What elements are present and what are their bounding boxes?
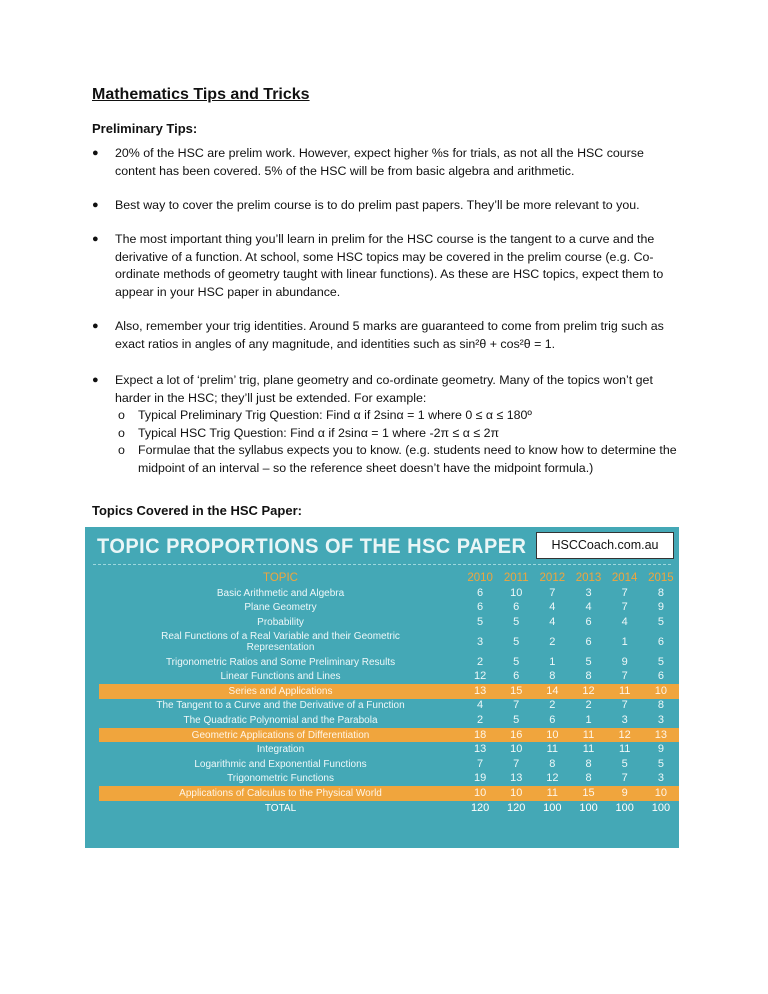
value-cell: 4 <box>585 601 592 614</box>
value-cell: 12 <box>546 772 559 785</box>
column-header-year: 2013 <box>575 571 602 584</box>
value-cell: 13 <box>510 772 523 785</box>
bullet-text: Best way to cover the prelim course is to do prelim past papers. They’ll be more relevant to you. <box>115 198 640 212</box>
value-cell: 6 <box>585 635 592 648</box>
table-row <box>99 669 679 684</box>
brand-label: HSCCoach.com.au <box>536 532 674 559</box>
value-cell: 19 <box>473 772 487 785</box>
table-row <box>99 684 679 699</box>
value-cell: 11 <box>570 728 606 743</box>
sub-bullet-text: Typical Preliminary Trig Question: Find α if 2sinα = 1 where 0 ≤ α ≤ 180º <box>138 408 532 422</box>
sub-bullet-text: Typical HSC Trig Question: Find α if 2sinα = 1 where -2π ≤ α ≤ 2π <box>138 425 500 440</box>
bullet-dot-icon: ● <box>92 233 99 245</box>
topic-cell: Applications of Calculus to the Physical World <box>99 786 462 801</box>
bullet-item <box>92 231 682 301</box>
value-cell: 4 <box>477 699 484 712</box>
table-row <box>99 786 679 801</box>
value-cell: 2 <box>549 635 556 648</box>
bullet-dot-icon: ● <box>92 147 99 159</box>
value-cell: 7 <box>621 772 628 785</box>
value-cell: 5 <box>621 757 628 770</box>
infographic-title: TOPIC PROPORTIONS OF THE HSC PAPER <box>97 534 527 558</box>
table-body <box>99 586 679 815</box>
value-cell: 1 <box>549 655 556 668</box>
topic-cell: Probability <box>257 616 304 628</box>
value-cell: 5 <box>657 615 664 628</box>
topic-cell: Integration <box>256 744 305 756</box>
value-cell: 3 <box>657 772 664 785</box>
column-header-topic: TOPIC <box>263 571 298 584</box>
topic-cell: Logarithmic and Exponential Functions <box>194 758 367 770</box>
value-cell: 6 <box>513 601 520 614</box>
table-row <box>99 801 679 816</box>
value-cell: 12 <box>570 684 606 699</box>
value-cell: 2 <box>477 655 484 668</box>
value-cell: 15 <box>570 786 606 801</box>
value-cell: 7 <box>621 601 628 614</box>
sub-bullet-text: Formulae that the syllabus expects you to know. (e.g. students need to know how to determine the midpoint of an interval – so the reference sheet doesn’t have the midpoint formula.) <box>138 443 677 475</box>
value-cell: 6 <box>477 586 484 599</box>
value-cell: 4 <box>549 601 556 614</box>
column-header-year: 2014 <box>611 571 638 584</box>
value-cell: 2 <box>549 699 556 712</box>
bullet-item <box>92 372 682 477</box>
table-row <box>99 713 679 728</box>
value-cell: 5 <box>585 655 592 668</box>
table-row <box>99 615 679 630</box>
table-row <box>99 699 679 714</box>
bullet-text: 20% of the HSC are prelim work. However, expect higher %s for trials, as not all the HSC course content has been covered. 5% of the HSC will be from basic algebra and arithmetic. <box>115 146 644 178</box>
bullet-item <box>92 145 682 180</box>
table-row <box>99 772 679 787</box>
value-cell: 18 <box>462 728 498 743</box>
topic-cell: Series and Applications <box>99 684 462 699</box>
bullet-item <box>92 197 682 215</box>
bullet-dot-icon: ● <box>92 199 99 211</box>
topic-cell: The Tangent to a Curve and the Derivative of a Function <box>156 700 405 712</box>
value-cell: 10 <box>643 684 679 699</box>
column-header-year: 2015 <box>648 571 674 584</box>
value-cell: 8 <box>585 670 592 683</box>
value-cell: 8 <box>549 757 556 770</box>
value-cell: 8 <box>549 670 556 683</box>
column-header-year: 2012 <box>539 571 566 584</box>
table-row <box>99 728 679 743</box>
value-cell: 2 <box>585 699 592 712</box>
value-cell: 100 <box>651 801 671 814</box>
value-cell: 8 <box>657 586 664 599</box>
table-row <box>99 757 679 772</box>
topic-cell: Linear Functions and Lines <box>220 671 341 683</box>
value-cell: 3 <box>477 635 484 648</box>
sub-bullet-item <box>118 442 682 477</box>
topic-cell: Trigonometric Functions <box>227 773 334 785</box>
topic-cell: TOTAL <box>264 802 297 814</box>
value-cell: 7 <box>513 757 520 770</box>
page-title: Mathematics Tips and Tricks <box>92 86 310 103</box>
value-cell: 100 <box>543 801 562 814</box>
value-cell: 3 <box>621 713 628 726</box>
topic-cell: Basic Arithmetic and Algebra <box>216 587 345 599</box>
value-cell: 11 <box>607 684 643 699</box>
topic-proportions-table <box>99 569 679 815</box>
topic-cell: Trigonometric Ratios and Some Preliminary Results <box>165 656 396 668</box>
value-cell: 11 <box>582 743 595 756</box>
value-cell: 14 <box>534 684 570 699</box>
circle-bullet-icon: o <box>118 425 125 440</box>
value-cell: 120 <box>470 801 490 814</box>
value-cell: 6 <box>585 615 592 628</box>
value-cell: 6 <box>657 670 664 683</box>
bullet-text: The most important thing you’ll learn in prelim for the HSC course is the tangent to a curve and the derivative of a function. At school, some HSC topics may be covered in the prelim course (e.g. Co-ordinate methods of geometry taught with linear functions). As these are HSC topics, expect them to appear in your HSC paper in abundance. <box>115 232 664 299</box>
table-row <box>99 655 679 670</box>
sub-bullet-item <box>118 407 682 425</box>
topics-heading: Topics Covered in the HSC Paper: <box>92 503 302 518</box>
table-row <box>99 630 679 655</box>
value-cell: 5 <box>513 713 520 726</box>
value-cell: 3 <box>657 713 664 726</box>
value-cell: 10 <box>643 786 679 801</box>
value-cell: 5 <box>513 655 520 668</box>
value-cell: 12 <box>473 670 487 683</box>
value-cell: 10 <box>498 786 534 801</box>
bullet-text: Also, remember your trig identities. Around 5 marks are guaranteed to come from prelim trig such as exact ratios in angles of any magnitude, and identities such as sin²θ + cos²θ = 1. <box>115 319 664 351</box>
value-cell: 1 <box>621 635 628 648</box>
bullet-dot-icon: ● <box>92 374 99 386</box>
circle-bullet-icon: o <box>118 408 125 422</box>
value-cell: 5 <box>657 757 664 770</box>
value-cell: 7 <box>621 699 628 712</box>
value-cell: 10 <box>462 786 498 801</box>
value-cell: 10 <box>510 586 523 599</box>
column-header-year: 2011 <box>503 571 529 584</box>
value-cell: 7 <box>513 699 520 712</box>
table-row <box>99 742 679 757</box>
value-cell: 13 <box>473 743 487 756</box>
value-cell: 3 <box>585 586 592 599</box>
value-cell: 9 <box>607 786 643 801</box>
table-row <box>99 601 679 616</box>
value-cell: 5 <box>513 635 520 648</box>
value-cell: 6 <box>657 635 664 648</box>
value-cell: 12 <box>607 728 643 743</box>
value-cell: 5 <box>513 615 520 628</box>
value-cell: 8 <box>585 757 592 770</box>
value-cell: 9 <box>621 655 628 668</box>
value-cell: 10 <box>510 743 523 756</box>
topic-cell: Real Functions of a Real Variable and their Geometric Representation <box>161 631 400 654</box>
value-cell: 11 <box>546 743 559 756</box>
value-cell: 7 <box>621 670 628 683</box>
value-cell: 11 <box>618 743 631 756</box>
column-header-year: 2010 <box>467 571 493 584</box>
value-cell: 11 <box>534 786 570 801</box>
value-cell: 120 <box>507 801 526 814</box>
bullet-item <box>92 318 682 353</box>
value-cell: 13 <box>462 684 498 699</box>
value-cell: 13 <box>643 728 679 743</box>
value-cell: 8 <box>657 699 664 712</box>
topic-proportions-infographic <box>85 527 679 848</box>
value-cell: 6 <box>549 713 556 726</box>
divider <box>93 564 671 565</box>
value-cell: 100 <box>579 801 598 814</box>
value-cell: 4 <box>621 615 628 628</box>
value-cell: 1 <box>585 713 592 726</box>
value-cell: 6 <box>477 601 484 614</box>
topic-cell: Plane Geometry <box>244 602 317 614</box>
table-row <box>99 586 679 601</box>
preliminary-tips-heading: Preliminary Tips: <box>92 121 198 136</box>
topic-cell: The Quadratic Polynomial and the Parabola <box>183 714 378 726</box>
value-cell: 15 <box>498 684 534 699</box>
value-cell: 6 <box>513 670 520 683</box>
value-cell: 5 <box>477 615 484 628</box>
sub-bullet-item <box>118 425 682 443</box>
value-cell: 10 <box>534 728 570 743</box>
bullet-dot-icon: ● <box>92 320 99 332</box>
value-cell: 4 <box>549 615 556 628</box>
value-cell: 9 <box>657 601 664 614</box>
value-cell: 100 <box>615 801 634 814</box>
circle-bullet-icon: o <box>118 443 125 457</box>
bullet-text: Expect a lot of ‘prelim’ trig, plane geometry and co-ordinate geometry. Many of the topics won’t get harder in the HSC; they’ll just be extended. For example: <box>115 373 653 405</box>
value-cell: 9 <box>657 743 664 756</box>
value-cell: 7 <box>621 586 628 599</box>
value-cell: 7 <box>477 757 484 770</box>
value-cell: 7 <box>549 586 556 599</box>
value-cell: 2 <box>477 713 484 726</box>
topic-cell: Geometric Applications of Differentiation <box>99 728 462 743</box>
value-cell: 16 <box>498 728 534 743</box>
value-cell: 5 <box>657 655 664 668</box>
value-cell: 8 <box>585 772 592 785</box>
